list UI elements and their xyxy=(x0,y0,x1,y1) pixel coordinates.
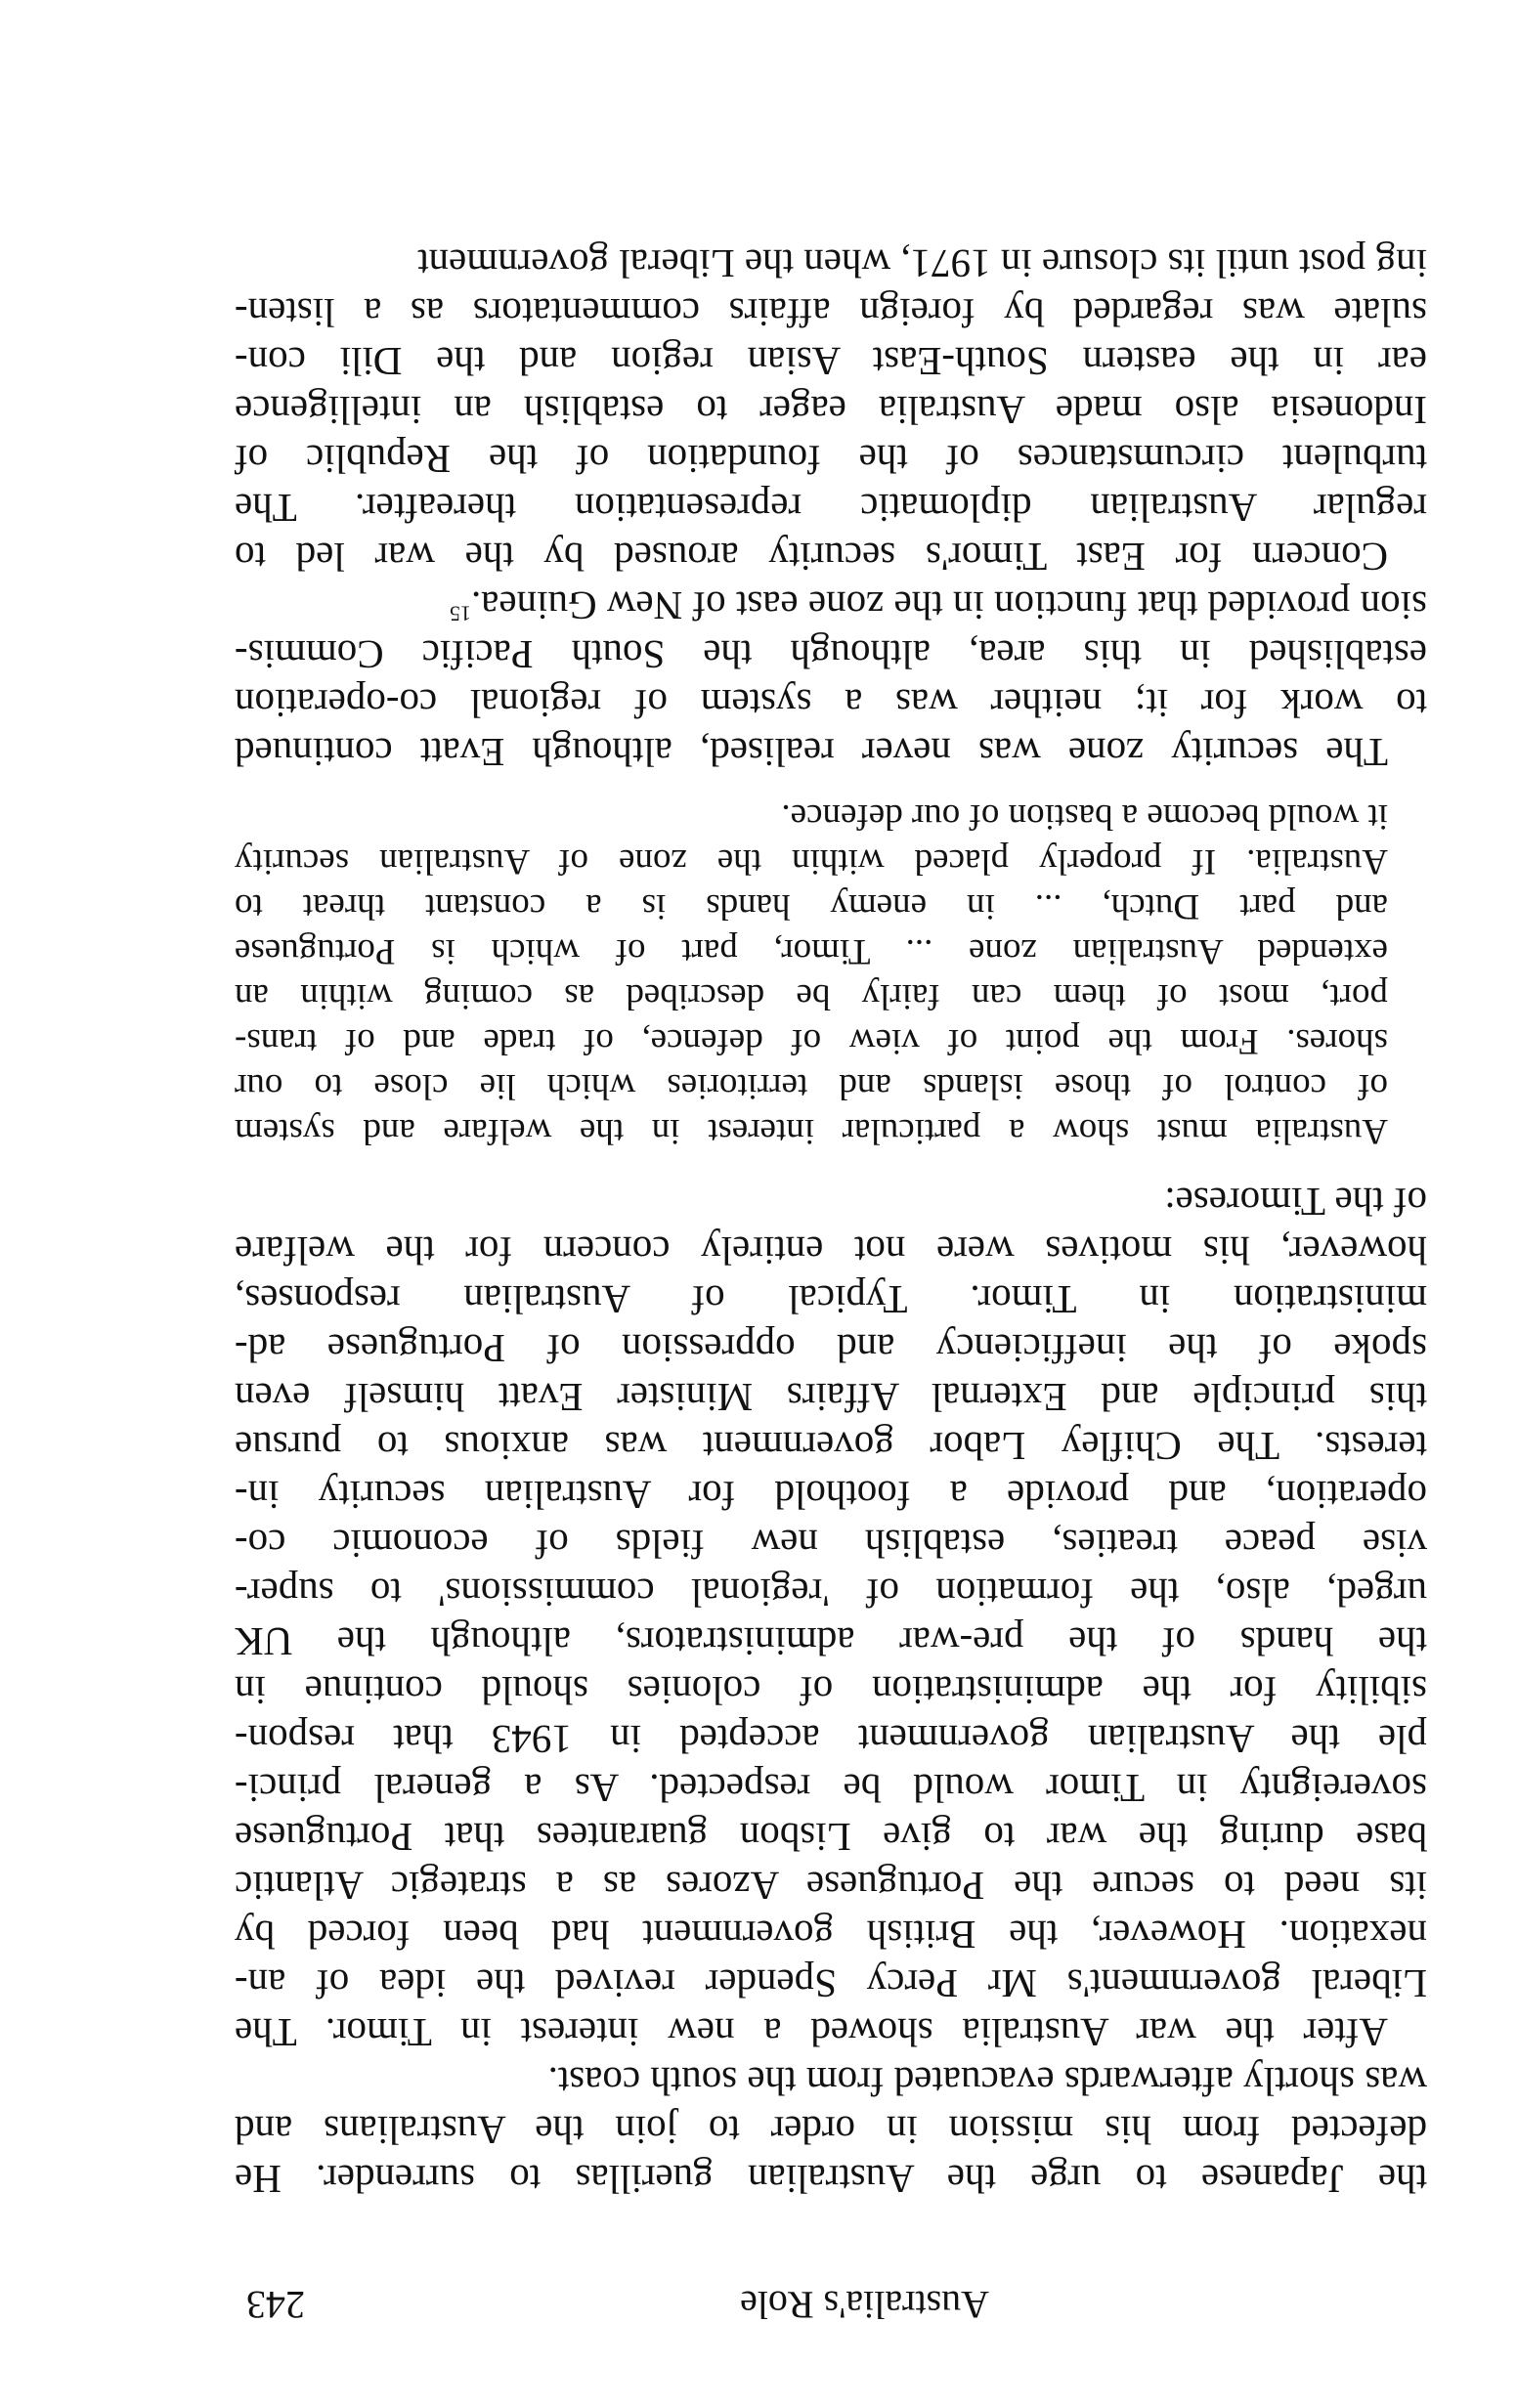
text-line: sion provided that function in the zone east of New Guinea.$^{15}$ xyxy=(449,583,1427,628)
text-line: established in this area, although the South Pacific Commis- xyxy=(235,632,1427,677)
text-line: operation, and provide a foothold for Australian security in- xyxy=(235,1473,1427,1518)
text-line: its need to secure the Portuguese Azores as a strategic Atlantic xyxy=(235,1864,1427,1909)
paragraph-2 xyxy=(235,1178,1427,2057)
text-line: defected from his mission in order to join the Australians and xyxy=(235,2108,1427,2153)
text-line: Australia. If properly placed within the zone of Australian security xyxy=(235,841,1388,882)
text-line: sulate was regarded by foreign affairs commentators as a listen- xyxy=(235,290,1427,335)
text-line: base during the war to give Lisbon guarantees that Portuguese xyxy=(235,1815,1427,1860)
text-line: this principle and External Affairs Minister Evatt himself even xyxy=(235,1375,1427,1420)
paragraph-4 xyxy=(235,239,1427,581)
text-line: nexation. However, the British government had been forced by xyxy=(235,1913,1427,1957)
text-line: Australia must show a particular interest in the welfare and system xyxy=(235,1111,1388,1151)
text-line: terests. The Chifley Labor government was anxious to pursue xyxy=(235,1424,1427,1469)
text-line: After the war Australia showed a new interest in Timor. The xyxy=(235,2010,1388,2055)
text-line: ministration in Timor. Typical of Australian responses, xyxy=(235,1277,1427,1322)
text-line: regular Australian diplomatic representation thereafter. The xyxy=(235,486,1427,531)
text-line: extended Australian zone ... Timor, part of which is Portuguese xyxy=(235,931,1388,971)
text-line: vise peace treaties, establish new fields of economic co- xyxy=(235,1522,1427,1567)
block-quote xyxy=(235,794,1388,1153)
text-line: Indonesia also made Australia eager to establish an intelligence xyxy=(235,388,1427,433)
text-line: was shortly afterwards evacuated from the south coast. xyxy=(547,2059,1427,2104)
running-title: Australia's Role xyxy=(740,2283,989,2327)
text-line: and part Dutch, ... in enemy hands is a constant threat to xyxy=(235,886,1388,926)
paragraph-3 xyxy=(235,581,1427,777)
page-number: 243 xyxy=(246,2283,305,2327)
text-line: Liberal government's Mr Percy Spender revived the idea of an- xyxy=(235,1961,1427,2006)
text-line: ple the Australian government accepted in 1943 that respon- xyxy=(235,1717,1427,1762)
text-line: urged, also, the formation of 'regional commissions' to super- xyxy=(235,1570,1427,1615)
text-line: The security zone was never realised, although Evatt continued xyxy=(235,730,1388,775)
text-line: it would become a bastion of our defence. xyxy=(781,796,1388,837)
text-line: spoke of the inefficiency and oppression of Portuguese ad- xyxy=(235,1326,1427,1371)
text-line: turbulent circumstances of the foundation of the Republic of xyxy=(235,437,1427,482)
text-line: Concern for East Timor's security aroused by the war led to xyxy=(235,535,1388,580)
text-line: of control of those islands and territories which lie close to our xyxy=(235,1066,1388,1106)
text-line: the Japanese to urge the Australian guerillas to surrender. He xyxy=(235,2157,1427,2202)
text-line: ing post until its closure in 1971, when the Liberal government xyxy=(417,241,1427,286)
text-line: sibility for the administration of colonies should continue in xyxy=(235,1668,1427,1713)
text-line: the hands of the pre-war administrators, although the UK xyxy=(235,1619,1427,1664)
text-line: shores. From the point of view of defence, of trade and of trans- xyxy=(235,1021,1388,1061)
paragraph-1 xyxy=(235,2057,1427,2204)
text-line: however, his motives were not entirely concern for the welfare xyxy=(235,1228,1427,1273)
running-header xyxy=(246,2282,989,2328)
text-line: sovereignty in Timor would be respected. As a general princi- xyxy=(235,1766,1427,1811)
footnote-marker: 15 xyxy=(449,601,471,626)
text-line: of the Timorese: xyxy=(1164,1180,1427,1225)
text-line: ear in the eastern South-East Asian region and the Dili con- xyxy=(235,339,1427,384)
text-line: port, most of them can fairly be described as coming within an xyxy=(235,976,1388,1016)
text-line: to work for it; neither was a system of regional co-operation xyxy=(235,681,1427,726)
